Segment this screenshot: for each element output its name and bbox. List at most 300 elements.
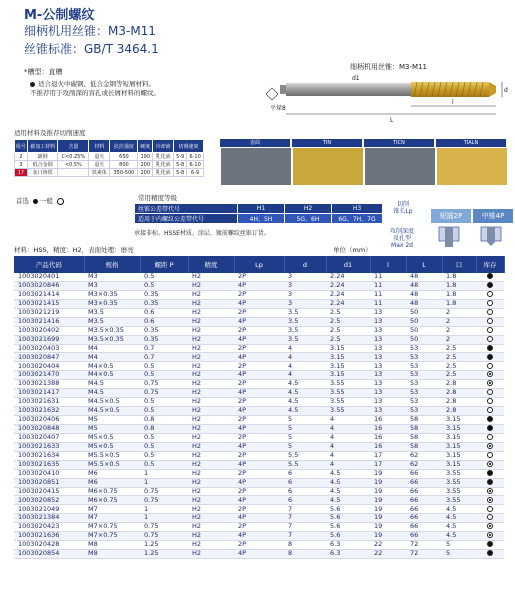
cell-l: 13 xyxy=(370,335,406,344)
tolerance-h3: H3 xyxy=(332,204,383,214)
cell-accuracy: H2 xyxy=(188,442,234,451)
cell-size: M3×0.35 xyxy=(84,290,140,299)
table-row xyxy=(14,344,504,353)
stock-none-icon xyxy=(487,300,493,306)
cell-d: 4 xyxy=(284,353,326,362)
cell-stock xyxy=(476,523,504,532)
cell-pitch: 0.5 xyxy=(140,460,188,469)
cell-lp: 2P xyxy=(234,273,284,281)
speed-cell: 5-9 xyxy=(174,153,187,161)
tolerance-title: 常用精度等级 xyxy=(138,194,177,202)
table-row xyxy=(14,550,504,559)
cell-d: 5 xyxy=(284,433,326,442)
cell-lp: 2P xyxy=(234,362,284,371)
cell-d1: 5.6 xyxy=(326,532,370,541)
cell-d1: 4 xyxy=(326,424,370,433)
speed-table-row xyxy=(15,161,204,169)
cell-L: 58 xyxy=(406,424,442,433)
cell-L: 72 xyxy=(406,550,442,559)
cell-stock xyxy=(476,487,504,496)
tolerance-h2-value: 5G、6H xyxy=(285,214,332,224)
cell-l: 19 xyxy=(370,514,406,523)
stock-full-icon xyxy=(487,541,493,547)
speed-cell: 650 xyxy=(110,153,138,161)
tolerance-h3-value: 6G、7H、7G xyxy=(332,214,383,224)
cell-stock xyxy=(476,416,504,425)
cell-L: 72 xyxy=(406,541,442,550)
table-row xyxy=(14,317,504,326)
cell-pitch: 0.5 xyxy=(140,281,188,290)
table-row xyxy=(14,487,504,496)
cell-d1: 3.55 xyxy=(326,407,370,416)
hole-label-line1: 攻削深度 xyxy=(389,228,414,235)
table-row xyxy=(14,407,504,416)
speed-header-speed: 切削速度 xyxy=(174,140,204,153)
cell-pitch: 0.5 xyxy=(140,371,188,380)
cell-d1: 4.5 xyxy=(326,496,370,505)
table-row xyxy=(14,398,504,407)
cell-lp: 2P xyxy=(234,380,284,389)
tap-drawing xyxy=(262,66,512,128)
tolerance-row2-label: 适用于内螺纹公差带代号 xyxy=(135,214,238,224)
coating-header-tin: TIN xyxy=(292,139,362,147)
cell-l: 13 xyxy=(370,344,406,353)
tolerance-h1: H1 xyxy=(238,204,285,214)
coating-panel xyxy=(220,139,510,184)
cell-stock xyxy=(476,469,504,478)
cell-size: M5.5×0.5 xyxy=(84,451,140,460)
cell-d: 3 xyxy=(284,299,326,308)
stock-dot-icon xyxy=(487,523,493,529)
coating-swatch-bright xyxy=(220,147,292,186)
cell-l: 13 xyxy=(370,362,406,371)
col-header-lp: Lp xyxy=(234,256,284,273)
cell-code: 1003020428 xyxy=(14,541,84,550)
cell-stock xyxy=(476,353,504,362)
stock-dot-icon xyxy=(487,371,493,377)
cell-stock xyxy=(476,433,504,442)
cell-d1: 3.15 xyxy=(326,344,370,353)
cell-accuracy: H2 xyxy=(188,424,234,433)
material-info: 材料：HSS，精度：H2，表面处理：磨亮 xyxy=(14,246,134,254)
speed-header-group: 组号 xyxy=(15,140,28,153)
cell-square: 4.5 xyxy=(442,532,476,541)
cell-l: 16 xyxy=(370,433,406,442)
stock-dot-icon xyxy=(487,497,493,503)
cell-d: 6 xyxy=(284,469,326,478)
cell-lp: 4P xyxy=(234,389,284,398)
cell-d: 4 xyxy=(284,362,326,371)
cell-l: 16 xyxy=(370,416,406,425)
cell-d: 7 xyxy=(284,505,326,514)
cell-code: 1003020403 xyxy=(14,344,84,353)
cell-L: 50 xyxy=(406,317,442,326)
cell-square: 2.5 xyxy=(442,371,476,380)
speed-cell: 乳化液 xyxy=(153,169,174,177)
coating-swatch-tialn xyxy=(436,147,508,186)
cell-square: 3.55 xyxy=(442,487,476,496)
cell-accuracy: H2 xyxy=(188,505,234,514)
cell-stock xyxy=(476,335,504,344)
speed-cell: 低合金钢 xyxy=(27,161,57,169)
cell-code: 1003021633 xyxy=(14,442,84,451)
speed-cell: 6-10 xyxy=(187,153,204,161)
cell-square: 3.55 xyxy=(442,469,476,478)
cell-size: M4.5×0.5 xyxy=(84,407,140,416)
cell-size: M5×0.5 xyxy=(84,442,140,451)
unit-label: 单位（mm） xyxy=(333,246,372,254)
cell-square: 4.5 xyxy=(442,505,476,514)
cell-accuracy: H2 xyxy=(188,416,234,425)
speed-group-cell: 17 xyxy=(15,169,28,177)
cell-square: 3.15 xyxy=(442,460,476,469)
stock-full-icon xyxy=(487,550,493,556)
cell-d: 5 xyxy=(284,442,326,451)
speed-header-state: 材料 xyxy=(89,140,110,153)
col-header-L: L xyxy=(406,256,442,273)
cell-l: 16 xyxy=(370,424,406,433)
cell-size: M5×0.5 xyxy=(84,433,140,442)
cell-stock xyxy=(476,514,504,523)
speed-cell: 190 xyxy=(138,153,153,161)
table-row xyxy=(14,326,504,335)
stock-full-icon xyxy=(487,273,493,279)
cell-l: 13 xyxy=(370,317,406,326)
table-row xyxy=(14,299,504,308)
speed-table-row xyxy=(15,153,204,161)
cell-L: 50 xyxy=(406,335,442,344)
cell-accuracy: H2 xyxy=(188,460,234,469)
speed-header-coolant: 冷却液 xyxy=(153,140,174,153)
stock-none-icon xyxy=(487,309,493,315)
table-row xyxy=(14,424,504,433)
table-row xyxy=(14,523,504,532)
stock-full-icon xyxy=(487,354,493,360)
cell-l: 16 xyxy=(370,442,406,451)
table-row xyxy=(14,362,504,371)
cell-stock xyxy=(476,407,504,416)
cell-pitch: 0.35 xyxy=(140,290,188,299)
speed-cell: 200 xyxy=(138,161,153,169)
cell-pitch: 0.75 xyxy=(140,523,188,532)
cell-l: 22 xyxy=(370,550,406,559)
cell-stock xyxy=(476,451,504,460)
cell-lp: 2P xyxy=(234,326,284,335)
cell-stock xyxy=(476,380,504,389)
stock-none-icon xyxy=(487,389,493,395)
cell-l: 11 xyxy=(370,281,406,290)
cell-L: 58 xyxy=(406,433,442,442)
cell-lp: 2P xyxy=(234,344,284,353)
cell-lp: 4P xyxy=(234,478,284,487)
speed-cell: 5-8 xyxy=(174,169,187,177)
recommend-first-label: 首选 xyxy=(16,197,29,205)
cell-pitch: 1.25 xyxy=(140,550,188,559)
cell-d1: 5.6 xyxy=(326,505,370,514)
speed-cell: 350-500 xyxy=(110,169,138,177)
cell-d1: 3.15 xyxy=(326,362,370,371)
cell-square: 2 xyxy=(442,335,476,344)
chamfer-4p-swatch: 中锥4P xyxy=(473,209,513,223)
cell-accuracy: H2 xyxy=(188,353,234,362)
col-header-l: l xyxy=(370,256,406,273)
cell-l: 13 xyxy=(370,326,406,335)
table-row xyxy=(14,541,504,550)
speed-table-row xyxy=(15,169,204,177)
cell-l: 13 xyxy=(370,398,406,407)
cell-square: 4.5 xyxy=(442,514,476,523)
cell-stock xyxy=(476,541,504,550)
cell-lp: 2P xyxy=(234,523,284,532)
cell-pitch: 0.7 xyxy=(140,344,188,353)
stock-full-icon xyxy=(487,425,493,431)
hole-label-line3: Max 2d xyxy=(391,242,413,249)
standard-subtitle: 丝锥标准：GB/T 3464.1 xyxy=(24,42,159,56)
table-row xyxy=(14,478,504,487)
cell-d1: 2.24 xyxy=(326,273,370,281)
stock-full-icon xyxy=(487,479,493,485)
cell-code: 1003021388 xyxy=(14,380,84,389)
cell-size: M4 xyxy=(84,344,140,353)
cell-square: 3.15 xyxy=(442,451,476,460)
col-header-d: d xyxy=(284,256,326,273)
cell-d1: 4.5 xyxy=(326,478,370,487)
tap-shank xyxy=(286,83,411,96)
cell-l: 13 xyxy=(370,407,406,416)
coating-header-tialn: TIALN xyxy=(436,139,506,147)
cell-pitch: 1 xyxy=(140,505,188,514)
cell-L: 53 xyxy=(406,344,442,353)
stock-none-icon xyxy=(487,398,493,404)
cell-d: 3 xyxy=(284,281,326,290)
cell-stock xyxy=(476,532,504,541)
cell-l: 11 xyxy=(370,273,406,281)
cell-code: 1003021415 xyxy=(14,299,84,308)
cell-size: M4 xyxy=(84,353,140,362)
speed-cell: 800 xyxy=(110,161,138,169)
cell-L: 53 xyxy=(406,353,442,362)
cell-lp: 4P xyxy=(234,407,284,416)
chamfer-length-label xyxy=(383,201,423,215)
cell-code: 1003021631 xyxy=(14,398,84,407)
cell-code: 1003021632 xyxy=(14,407,84,416)
cell-accuracy: H2 xyxy=(188,451,234,460)
cell-d1: 3.55 xyxy=(326,398,370,407)
cell-pitch: 0.7 xyxy=(140,353,188,362)
cell-stock xyxy=(476,442,504,451)
cell-d1: 3.15 xyxy=(326,371,370,380)
cell-d: 7 xyxy=(284,532,326,541)
cell-size: M6 xyxy=(84,469,140,478)
cell-size: M4×0.5 xyxy=(84,362,140,371)
cell-stock xyxy=(476,460,504,469)
cell-accuracy: H2 xyxy=(188,308,234,317)
cell-lp: 2P xyxy=(234,487,284,496)
cell-size: M3 xyxy=(84,281,140,290)
cell-d: 5.5 xyxy=(284,451,326,460)
dim-d-label: d xyxy=(504,87,508,94)
cell-pitch: 1 xyxy=(140,478,188,487)
table-row xyxy=(14,273,504,281)
table-row xyxy=(14,416,504,425)
table-row xyxy=(14,281,504,290)
cell-d: 3.5 xyxy=(284,308,326,317)
recommend-general-label: 一般 xyxy=(40,197,53,205)
cell-size: M3.5 xyxy=(84,317,140,326)
cell-accuracy: H2 xyxy=(188,433,234,442)
cell-d: 6 xyxy=(284,496,326,505)
cell-pitch: 0.5 xyxy=(140,398,188,407)
cell-d: 4 xyxy=(284,344,326,353)
cell-square: 3.15 xyxy=(442,424,476,433)
cell-stock xyxy=(476,389,504,398)
stock-dot-icon xyxy=(487,461,493,467)
cell-L: 58 xyxy=(406,416,442,425)
hole-label-line2: 及孔型 xyxy=(392,235,411,242)
table-row xyxy=(14,371,504,380)
cell-stock xyxy=(476,398,504,407)
coating-swatch-ticn xyxy=(364,147,436,186)
bullet-icon xyxy=(30,82,35,87)
hole-type-icons xyxy=(431,226,513,248)
cell-d: 8 xyxy=(284,541,326,550)
cell-l: 19 xyxy=(370,523,406,532)
groove-label: *槽型：直槽 xyxy=(24,68,63,76)
cell-code: 1003020404 xyxy=(14,362,84,371)
stock-none-icon xyxy=(487,407,493,413)
cell-d1: 2.5 xyxy=(326,308,370,317)
stock-none-icon xyxy=(487,318,493,324)
tap-square-end xyxy=(280,85,286,94)
cell-lp: 4P xyxy=(234,281,284,290)
table-row xyxy=(14,496,504,505)
cell-pitch: 0.75 xyxy=(140,389,188,398)
cell-code: 1003020848 xyxy=(14,424,84,433)
cell-accuracy: H2 xyxy=(188,478,234,487)
cell-d: 3 xyxy=(284,273,326,281)
cell-code: 1003021414 xyxy=(14,290,84,299)
cell-d1: 5.6 xyxy=(326,523,370,532)
cell-code: 1003021636 xyxy=(14,532,84,541)
col-header-pitch: 螺距 P xyxy=(140,256,188,273)
cell-code: 1003021417 xyxy=(14,389,84,398)
table-row xyxy=(14,389,504,398)
cell-L: 66 xyxy=(406,523,442,532)
cell-pitch: 0.5 xyxy=(140,442,188,451)
cell-lp: 4P xyxy=(234,496,284,505)
cell-stock xyxy=(476,308,504,317)
stock-full-icon xyxy=(487,345,493,351)
cell-d1: 4 xyxy=(326,460,370,469)
speed-cell: 灰口铸铁 xyxy=(27,169,57,177)
recommend-general-icon xyxy=(57,198,64,205)
cell-accuracy: H2 xyxy=(188,326,234,335)
cell-l: 13 xyxy=(370,389,406,398)
cell-d1: 6.3 xyxy=(326,550,370,559)
cell-code: 1003020423 xyxy=(14,523,84,532)
cell-pitch: 0.6 xyxy=(140,317,188,326)
cell-square: 2 xyxy=(442,326,476,335)
cell-pitch: 1 xyxy=(140,514,188,523)
cell-stock xyxy=(476,326,504,335)
cell-accuracy: H2 xyxy=(188,407,234,416)
cell-lp: 4P xyxy=(234,371,284,380)
cell-L: 53 xyxy=(406,362,442,371)
cell-lp: 2P xyxy=(234,308,284,317)
cell-pitch: 0.5 xyxy=(140,273,188,281)
cell-size: M6×0.75 xyxy=(84,487,140,496)
page-title: M-公制螺纹 xyxy=(24,8,95,23)
cell-code: 1003020846 xyxy=(14,281,84,290)
cell-size: M3.5×0.35 xyxy=(84,326,140,335)
speed-cell: 乳化液 xyxy=(153,161,174,169)
cell-accuracy: H2 xyxy=(188,299,234,308)
cell-size: M4.5 xyxy=(84,380,140,389)
table-row xyxy=(14,505,504,514)
cell-code: 1003020407 xyxy=(14,433,84,442)
cell-accuracy: H2 xyxy=(188,541,234,550)
blind-hole-tap-icon xyxy=(487,227,495,246)
cell-size: M3.5×0.35 xyxy=(84,335,140,344)
cell-d: 6 xyxy=(284,487,326,496)
cell-lp: 2P xyxy=(234,541,284,550)
cell-l: 13 xyxy=(370,353,406,362)
cell-d: 8 xyxy=(284,550,326,559)
cell-d: 4.5 xyxy=(284,407,326,416)
cell-d1: 4.5 xyxy=(326,469,370,478)
stock-none-icon xyxy=(487,506,493,512)
custom-order-note: 承接非标、HSSE材质、涂层、镀前螺纹丝锥订货。 xyxy=(134,230,270,237)
page-subtitle: 细柄机用丝锥：M3-M11 xyxy=(24,24,156,38)
cell-lp: 2P xyxy=(234,469,284,478)
usage-note xyxy=(30,80,270,97)
cell-l: 17 xyxy=(370,451,406,460)
col-header-code: 产品代码 xyxy=(14,256,84,273)
note-line-1: 适合退火中碳钢、低合金钢等短屑材料。 xyxy=(38,80,155,88)
cell-stock xyxy=(476,371,504,380)
drawing-caption: 细柄机用丝锥：M3-M11 xyxy=(350,63,427,71)
cell-size: M4.5×0.5 xyxy=(84,398,140,407)
cell-pitch: 0.75 xyxy=(140,487,188,496)
cell-code: 1003021219 xyxy=(14,308,84,317)
cell-lp: 4P xyxy=(234,460,284,469)
cell-L: 58 xyxy=(406,442,442,451)
cell-pitch: 0.35 xyxy=(140,326,188,335)
speed-cell: 5-8 xyxy=(174,161,187,169)
table-row xyxy=(14,442,504,451)
cell-d1: 2.24 xyxy=(326,290,370,299)
cell-d: 5 xyxy=(284,424,326,433)
cell-square: 4.5 xyxy=(442,523,476,532)
cell-l: 13 xyxy=(370,380,406,389)
cell-d1: 2.24 xyxy=(326,281,370,290)
speed-header-strength: 抗拉强度 xyxy=(110,140,138,153)
cell-size: M7 xyxy=(84,505,140,514)
stock-dot-icon xyxy=(487,532,493,538)
cell-square: 1.8 xyxy=(442,281,476,290)
cell-accuracy: H2 xyxy=(188,273,234,281)
cell-d1: 2.5 xyxy=(326,335,370,344)
cell-pitch: 0.8 xyxy=(140,424,188,433)
cell-square: 2.8 xyxy=(442,407,476,416)
cell-square: 5 xyxy=(442,550,476,559)
cell-d: 3 xyxy=(284,290,326,299)
speed-header-hardness: 硬度 xyxy=(138,140,153,153)
cell-L: 53 xyxy=(406,389,442,398)
cell-accuracy: H2 xyxy=(188,344,234,353)
table-row xyxy=(14,290,504,299)
cell-stock xyxy=(476,273,504,281)
